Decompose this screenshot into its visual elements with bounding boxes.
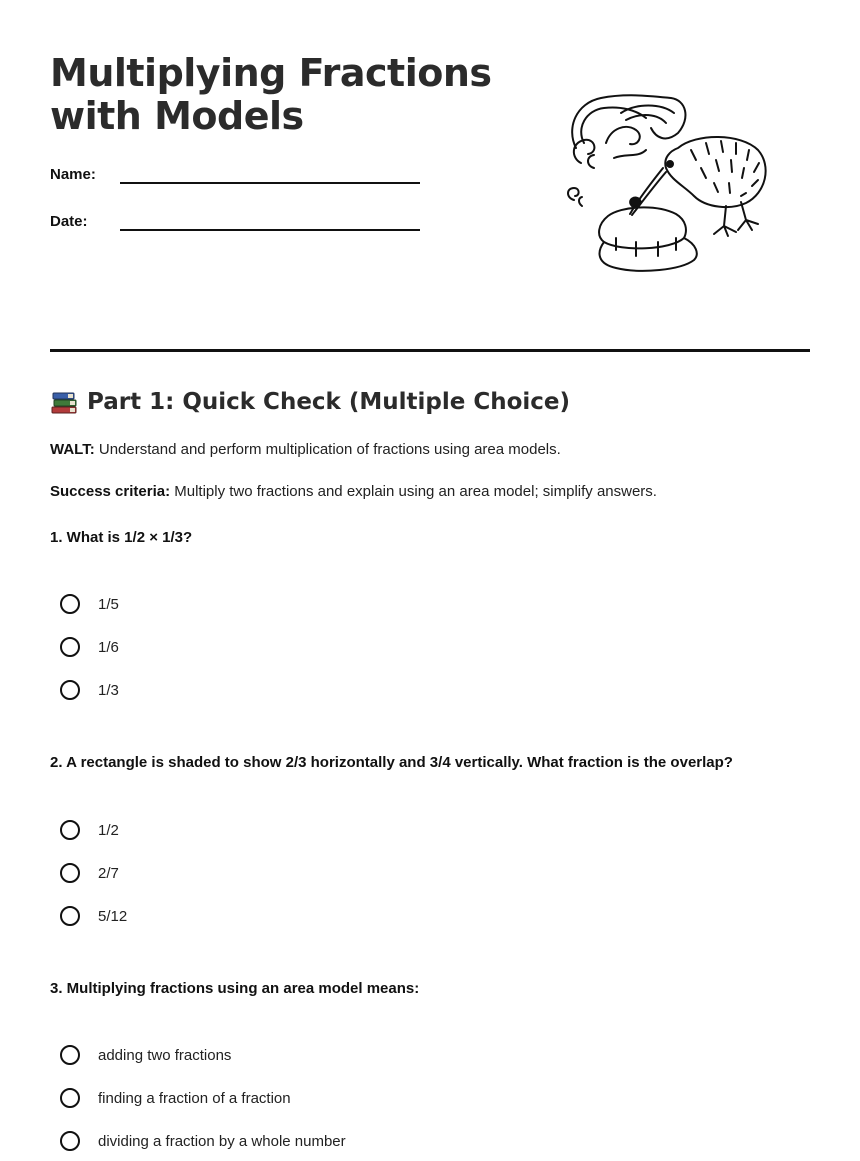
walt-text: Understand and perform multiplication of fractions using area models. xyxy=(94,441,561,458)
radio-button[interactable] xyxy=(60,1131,80,1151)
option-label: 1/3 xyxy=(98,681,119,699)
date-field[interactable] xyxy=(50,213,430,243)
title-line-2: with Models xyxy=(50,94,304,138)
question-3-option-2[interactable] xyxy=(60,1085,291,1111)
question-1: 1. What is 1/2 × 1/3? xyxy=(50,529,193,546)
date-label: Date: xyxy=(50,213,88,230)
section-divider xyxy=(50,349,810,352)
option-label: 5/12 xyxy=(98,907,128,925)
name-field[interactable] xyxy=(50,166,430,196)
question-3-option-3[interactable] xyxy=(60,1128,346,1154)
question-2-option-3[interactable] xyxy=(60,903,127,929)
books-icon xyxy=(50,388,78,416)
option-label: 1/2 xyxy=(98,821,119,839)
worksheet-title xyxy=(50,52,530,138)
radio-button[interactable] xyxy=(60,863,80,883)
question-1-option-3[interactable] xyxy=(60,677,119,703)
option-label: 1/6 xyxy=(98,638,119,656)
radio-button[interactable] xyxy=(60,820,80,840)
success-label: Success criteria: xyxy=(50,483,171,500)
radio-button[interactable] xyxy=(60,906,80,926)
question-2-option-1[interactable] xyxy=(60,817,119,843)
kiwi-bird-with-cake-illustration xyxy=(566,88,780,274)
part1-title xyxy=(50,388,570,416)
option-label: 2/7 xyxy=(98,864,119,882)
success-criteria xyxy=(50,483,657,500)
walt-statement xyxy=(50,441,561,458)
option-label: adding two fractions xyxy=(98,1046,232,1064)
part1-title-text: Part 1: Quick Check (Multiple Choice) xyxy=(87,389,571,415)
radio-button[interactable] xyxy=(60,594,80,614)
name-label: Name: xyxy=(50,166,96,183)
name-line[interactable] xyxy=(120,182,420,184)
question-1-option-1[interactable] xyxy=(60,591,119,617)
question-3: 3. Multiplying fractions using an area model means: xyxy=(50,980,420,997)
radio-button[interactable] xyxy=(60,680,80,700)
radio-button[interactable] xyxy=(60,637,80,657)
date-line[interactable] xyxy=(120,229,420,231)
title-line-1: Multiplying Fractions xyxy=(50,51,492,95)
question-2-option-2[interactable] xyxy=(60,860,119,886)
walt-label: WALT: xyxy=(50,441,95,458)
option-label: finding a fraction of a fraction xyxy=(98,1089,291,1107)
option-label: 1/5 xyxy=(98,595,119,613)
success-text: Multiply two fractions and explain using an area model; simplify answers. xyxy=(170,483,657,500)
radio-button[interactable] xyxy=(60,1045,80,1065)
radio-button[interactable] xyxy=(60,1088,80,1108)
question-1-option-2[interactable] xyxy=(60,634,119,660)
question-3-option-1[interactable] xyxy=(60,1042,231,1068)
question-2: 2. A rectangle is shaded to show 2/3 horizontally and 3/4 vertically. What fraction is the overlap? xyxy=(50,754,733,771)
option-label: dividing a fraction by a whole number xyxy=(98,1132,346,1150)
